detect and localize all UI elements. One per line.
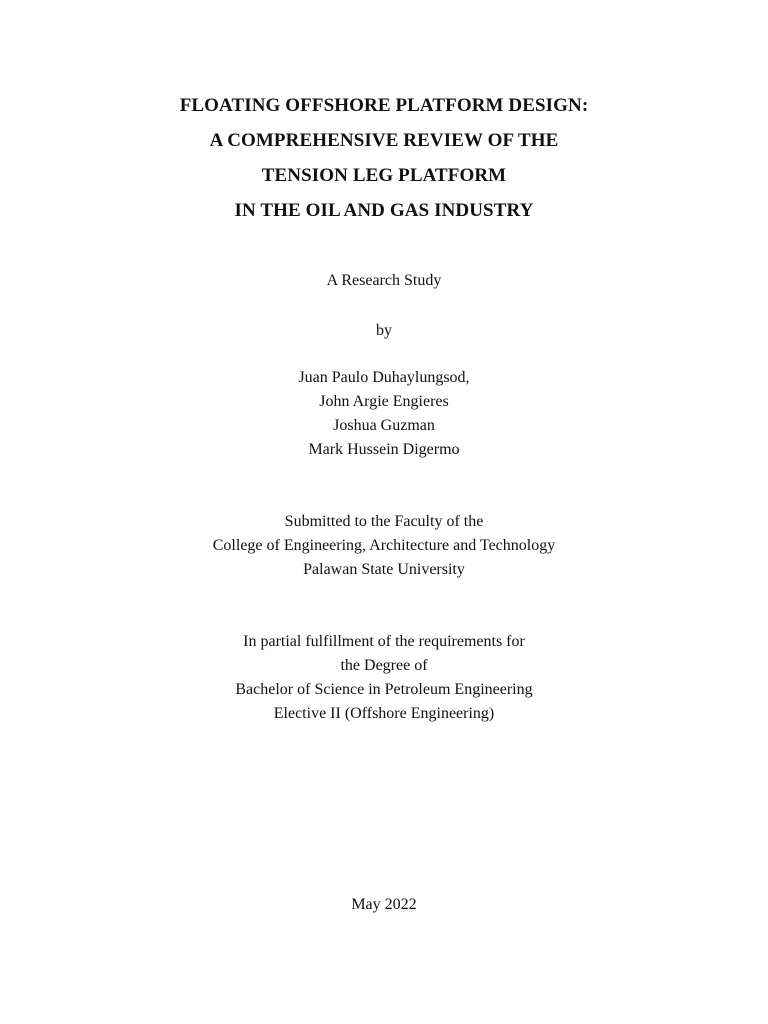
fulfillment-line-2: the Degree of <box>340 657 428 674</box>
by-block <box>0 319 768 343</box>
title-line-3: TENSION LEG PLATFORM <box>261 165 507 186</box>
date-block <box>0 893 768 917</box>
subtitle-block <box>0 269 768 293</box>
fulfillment-line-3: Bachelor of Science in Petroleum Engineering <box>235 681 533 698</box>
author-name: Juan Paulo Duhaylungsod, <box>298 369 470 386</box>
by-label: by <box>376 322 392 339</box>
author-name: John Argie Engieres <box>319 393 449 410</box>
document-subtitle: A Research Study <box>326 272 442 289</box>
submission-block <box>0 510 768 582</box>
title-line-2: A COMPREHENSIVE REVIEW OF THE <box>209 130 559 151</box>
submission-line-3: Palawan State University <box>303 561 465 578</box>
fulfillment-block <box>0 630 768 726</box>
fulfillment-line-4: Elective II (Offshore Engineering) <box>273 705 495 722</box>
fulfillment-line-1: In partial fulfillment of the requirements for <box>243 633 525 650</box>
submission-date: May 2022 <box>351 896 417 913</box>
title-block <box>0 88 768 228</box>
author-name: Joshua Guzman <box>333 417 435 434</box>
title-line-4: IN THE OIL AND GAS INDUSTRY <box>234 200 534 221</box>
author-name: Mark Hussein Digermo <box>308 441 460 458</box>
submission-line-1: Submitted to the Faculty of the <box>284 513 484 530</box>
authors-block <box>0 366 768 462</box>
title-line-1: FLOATING OFFSHORE PLATFORM DESIGN: <box>179 95 589 116</box>
submission-line-2: College of Engineering, Architecture and Technology <box>212 537 556 554</box>
